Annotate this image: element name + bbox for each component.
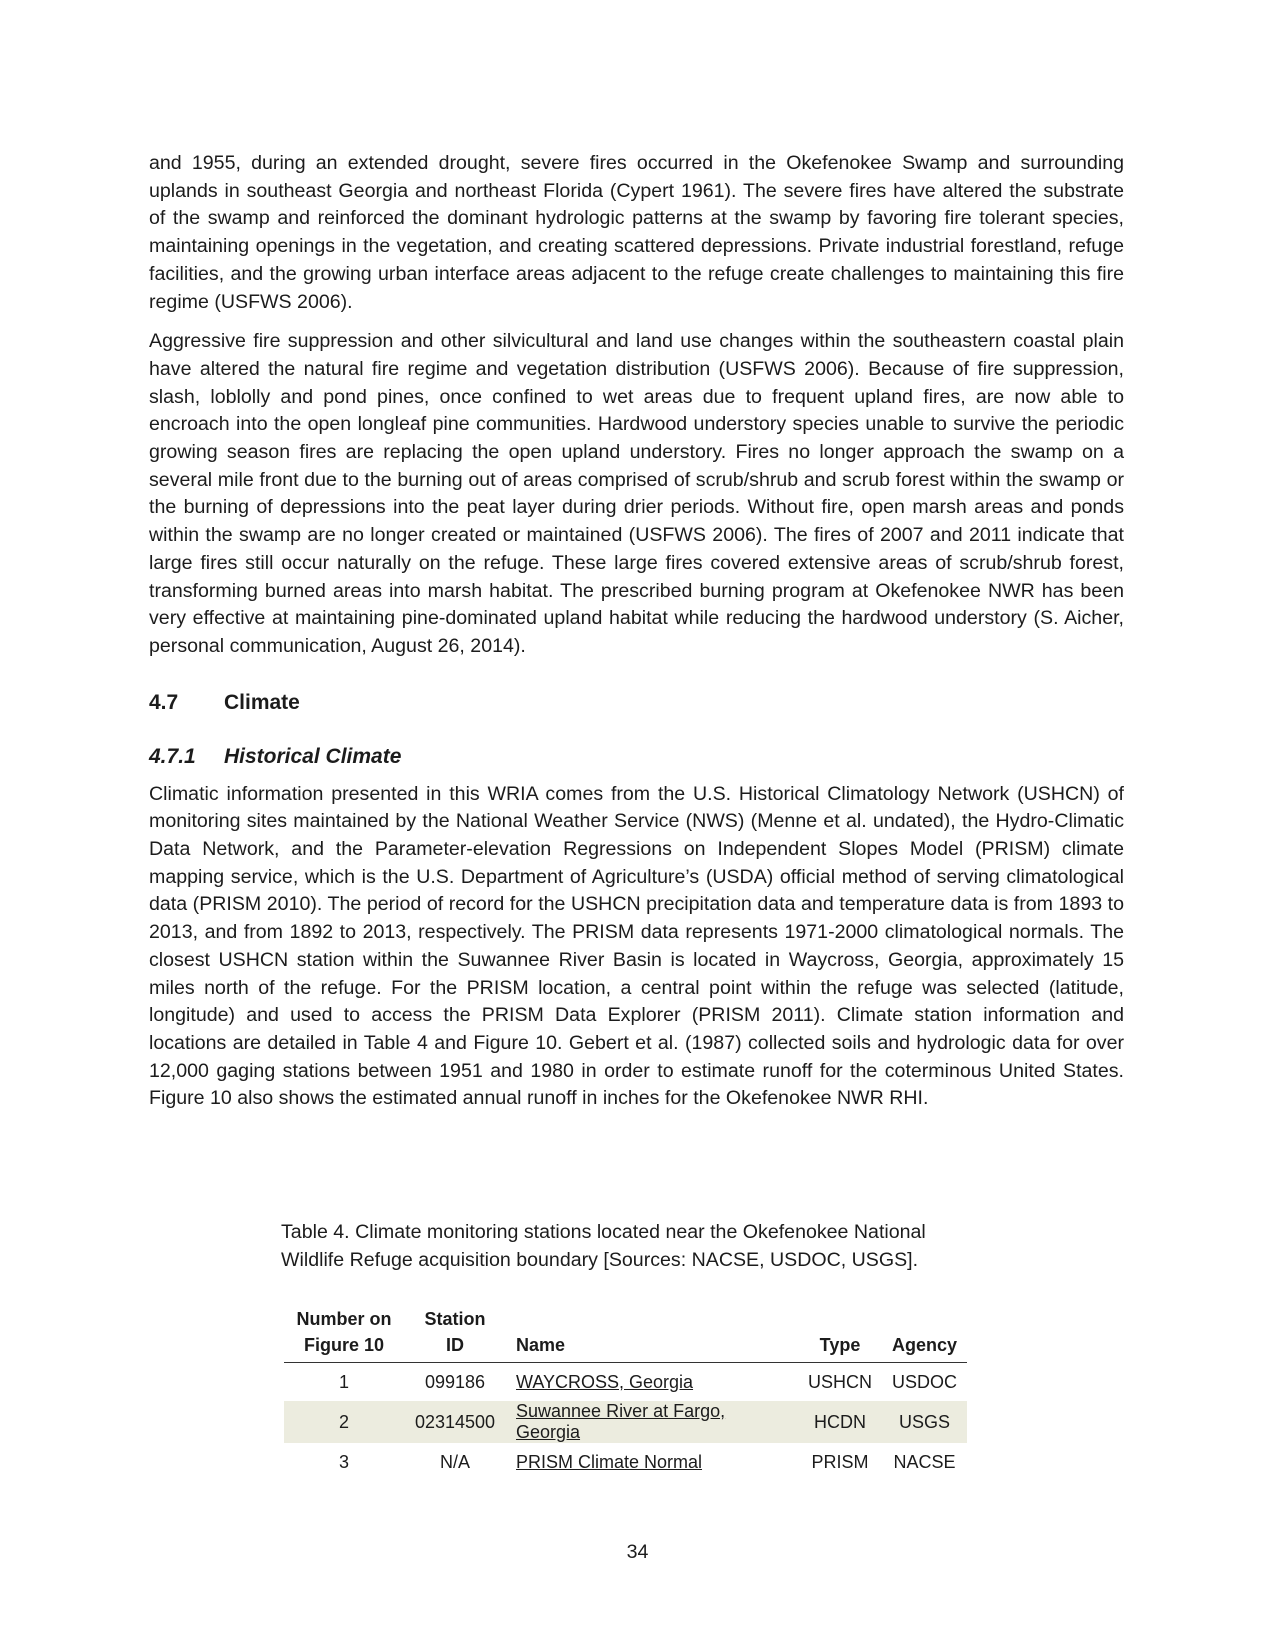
document-body: [149, 150, 1124, 1125]
station-link[interactable]: Suwannee River at Fargo, Georgia: [516, 1401, 726, 1442]
cell-station-id: 099186: [424, 1371, 486, 1392]
cell-type: HCDN: [798, 1401, 882, 1443]
paragraph-fire-suppression: Aggressive fire suppression and other silvicultural and land use changes within the southeastern coastal plain have altered the natural fire regime and vegetation distribution (USFWS 2006). Because of fire suppression, slash, loblolly and pond pines, once confined to wet areas due to frequent upland fires, are now able to encroach into the open longleaf pine communities. Hardwood understory species unable to survive the periodic growing season fires are replacing the open upland understory. Fires no longer approach the swamp on a several mile front due to the burning out of areas comprised of scrub/shrub and scrub forest within the swamp or the burning of depressions into the peat layer during drier periods. Without fire, open marsh areas and ponds within the swamp are no longer created or maintained (USFWS 2006). The fires of 2007 and 2011 indicate that large fires still occur naturally on the refuge. These large fires covered extensive areas of scrub/shrub forest, transforming burned areas into marsh habitat. The prescribed burning program at Okefenokee NWR has been very effective at maintaining pine-dominated upland habitat while reducing the hardwood understory (S. Aicher, personal communication, August 26, 2014).: [149, 330, 1124, 657]
cell-agency: USDOC: [892, 1371, 958, 1392]
cell-name[interactable]: [506, 1363, 798, 1402]
cell-number: 3: [338, 1451, 349, 1472]
climate-stations-table: [284, 1306, 967, 1481]
cell-name[interactable]: [506, 1443, 798, 1481]
station-link[interactable]: WAYCROSS, Georgia: [516, 1371, 694, 1392]
table-row: [284, 1401, 967, 1443]
header-agency: Agency: [882, 1306, 967, 1363]
station-link[interactable]: PRISM Climate Normal: [516, 1451, 703, 1472]
table-row: [284, 1443, 967, 1481]
table-row: [284, 1363, 967, 1402]
table-header-row: [284, 1306, 967, 1363]
cell-name[interactable]: [506, 1401, 798, 1443]
table-caption-line: Table 4. Climate monitoring stations located near the Okefenokee National: [281, 1221, 926, 1243]
cell-station-id: 02314500: [404, 1401, 506, 1443]
header-name: Name: [506, 1306, 798, 1363]
paragraph-climate-info: Climatic information presented in this WRIA comes from the U.S. Historical Climatology Network (USHCN) of monitoring sites maintained by the National Weather Service (NWS) (Menne et al. undated), the Hydro-Climatic Data Network, and the Parameter-elevation Regressions on Independent Slopes Model (PRISM) climate mapping service, which is the U.S. Department of Agriculture’s (USDA) official method of serving climatological data (PRISM 2010). The period of record for the USHCN precipitation data and temperature data is from 1893 to 2013, and from 1892 to 2013, respectively. The PRISM data represents 1971-2000 climatological normals. The closest USHCN station within the Suwannee River Basin is located in Waycross, Georgia, approximately 15 miles north of the refuge. For the PRISM location, a central point within the refuge was selected (latitude, longitude) and used to access the PRISM Data Explorer (PRISM 2011). Climate station information and locations are detailed in Table 4 and Figure 10. Gebert et al. (1987) collected soils and hydrologic data for over 12,000 gaging stations between 1951 and 1980 in order to estimate runoff for the coterminous United States. Figure 10 also shows the estimated annual runoff in inches for the Okefenokee NWR RHI.: [149, 782, 1124, 1110]
subsection-heading-historical-climate: [149, 743, 1124, 771]
header-station-id: Station ID: [404, 1306, 506, 1363]
page-number: 34: [626, 1541, 649, 1563]
section-number: 4.7: [149, 690, 179, 714]
cell-number: 2: [284, 1401, 404, 1443]
cell-type: USHCN: [808, 1371, 873, 1392]
paragraph-fire-history: and 1955, during an extended drought, severe fires occurred in the Okefenokee Swamp and surrounding uplands in southeast Georgia and northeast Florida (Cypert 1961). The severe fires have altered the substrate of the swamp and reinforced the dominant hydrologic patterns at the swamp by favoring fire tolerant species, maintaining openings in the vegetation, and creating scattered depressions. Private industrial forestland, refuge facilities, and the growing urban interface areas adjacent to the refuge create challenges to maintaining this fire regime (USFWS 2006).: [149, 152, 1124, 313]
header-number-on-figure: Number on Figure 10: [284, 1306, 404, 1363]
header-type: Type: [798, 1306, 882, 1363]
cell-number: 1: [338, 1371, 349, 1392]
cell-station-id: N/A: [439, 1451, 470, 1472]
subsection-title: Historical Climate: [224, 744, 402, 768]
table-caption-line: Wildlife Refuge acquisition boundary [Sources: NACSE, USDOC, USGS].: [281, 1249, 919, 1271]
table-caption: [281, 1218, 1001, 1274]
subsection-number: 4.7.1: [149, 744, 196, 768]
cell-agency: USGS: [882, 1401, 967, 1443]
section-heading-climate: [149, 689, 1124, 717]
cell-agency: NACSE: [893, 1451, 956, 1472]
cell-type: PRISM: [811, 1451, 869, 1472]
section-title: Climate: [224, 690, 300, 714]
